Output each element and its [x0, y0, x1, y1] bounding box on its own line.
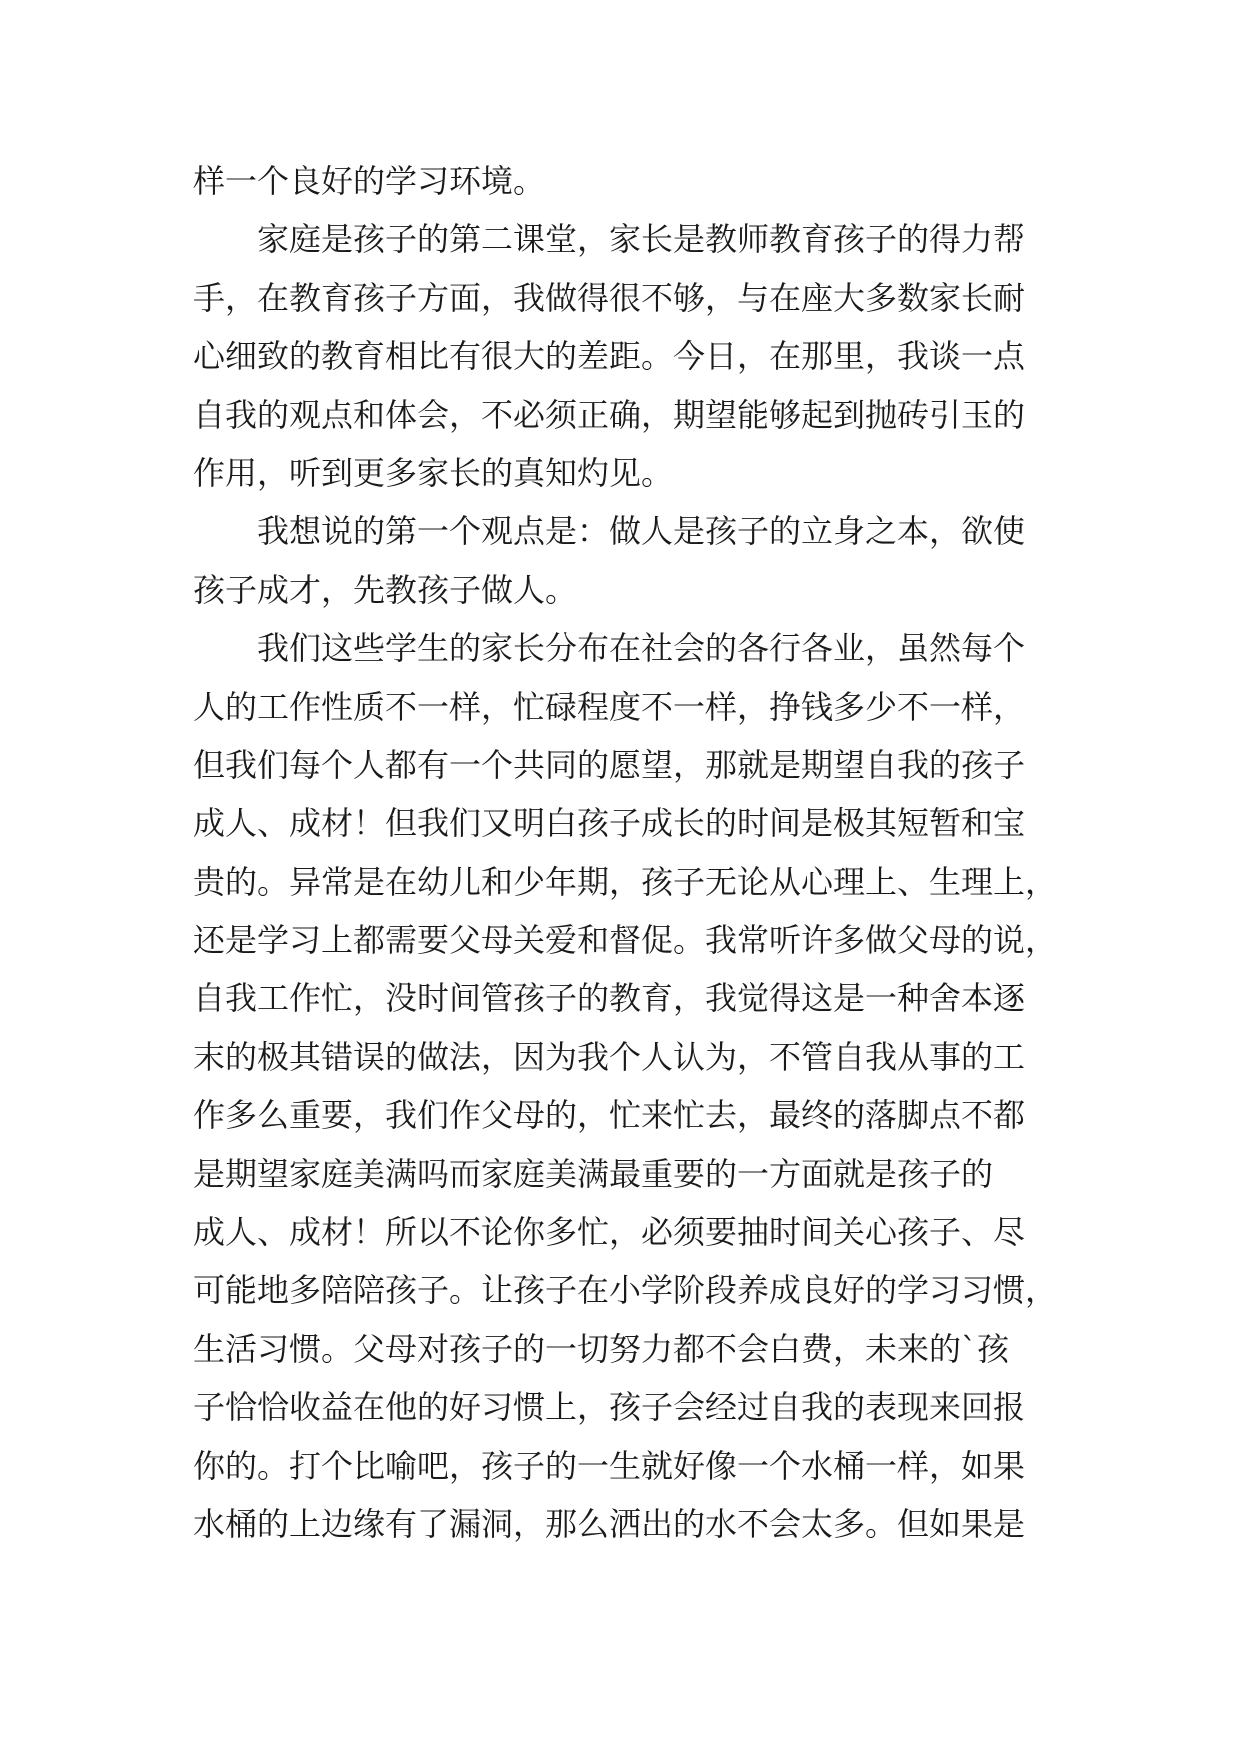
paragraph-line: 手，在教育孩子方面，我做得很不够，与在座大多数家长耐	[193, 278, 1026, 317]
paragraph-line: 可能地多陪陪孩子。让孩子在小学阶段养成良好的学习习惯，	[193, 1271, 1058, 1310]
paragraph-line: 是期望家庭美满吗而家庭美满最重要的一方面就是孩子的	[193, 1154, 994, 1193]
paragraph-line: 作用，听到更多家长的真知灼见。	[193, 453, 674, 492]
paragraph-line: 我们这些学生的家长分布在社会的各行各业，虽然每个	[257, 629, 1026, 668]
paragraph-line: 家庭是孩子的第二课堂，家长是教师教育孩子的得力帮	[257, 220, 1026, 259]
document-body	[193, 152, 1073, 1553]
paragraph-line: 你的。打个比喻吧，孩子的一生就好像一个水桶一样，如果	[193, 1446, 1026, 1485]
paragraph-line: 自我的观点和体会，不必须正确，期望能够起到抛砖引玉的	[193, 395, 1026, 434]
paragraph-line: 孩子成才，先教孩子做人。	[193, 570, 578, 609]
paragraph-line: 但我们每个人都有一个共同的愿望，那就是期望自我的孩子	[193, 745, 1026, 784]
paragraph-line: 心细致的教育相比有很大的差距。今日，在那里，我谈一点	[193, 337, 1026, 376]
paragraph-line: 还是学习上都需要父母关爱和督促。我常听许多做父母的说，	[193, 921, 1058, 960]
paragraph-line: 成人、成材！所以不论你多忙，必须要抽时间关心孩子、尽	[193, 1213, 1026, 1252]
paragraph-line: 子恰恰收益在他的好习惯上，孩子会经过自我的表现来回报	[193, 1388, 1026, 1427]
paragraph-line: 水桶的上边缘有了漏洞，那么洒出的水不会太多。但如果是	[193, 1504, 1026, 1543]
paragraph-line: 自我工作忙，没时间管孩子的教育，我觉得这是一种舍本逐	[193, 979, 1026, 1018]
paragraph-line: 生活习惯。父母对孩子的一切努力都不会白费，未来的`孩	[193, 1329, 1010, 1368]
paragraph-line: 我想说的第一个观点是：做人是孩子的立身之本，欲使	[257, 512, 1026, 551]
paragraph-line: 人的工作性质不一样，忙碌程度不一样，挣钱多少不一样，	[193, 687, 1026, 726]
paragraph-line: 样一个良好的学习环境。	[193, 162, 546, 200]
paragraph-line: 作多么重要，我们作父母的，忙来忙去，最终的落脚点不都	[193, 1096, 1026, 1135]
paragraph-line: 成人、成材！但我们又明白孩子成长的时间是极其短暂和宝	[193, 804, 1026, 843]
paragraph-line: 末的极其错误的做法，因为我个人认为，不管自我从事的工	[193, 1037, 1026, 1076]
paragraph-line: 贵的。异常是在幼儿和少年期，孩子无论从心理上、生理上，	[193, 862, 1058, 901]
